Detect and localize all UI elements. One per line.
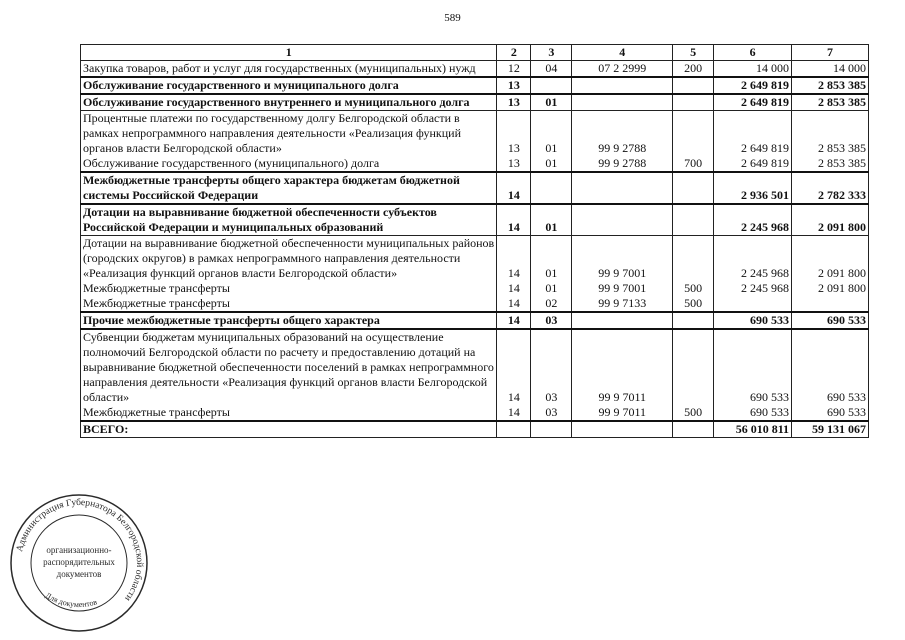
subsection-cell: 03 xyxy=(531,329,572,405)
header-cell: 6 xyxy=(714,45,792,61)
expense-type-cell xyxy=(673,77,714,94)
header-cell: 2 xyxy=(497,45,531,61)
amount-2020-cell: 2 853 385 xyxy=(792,94,869,111)
stamp-inner-line: организационно- xyxy=(46,545,112,555)
expense-type-cell xyxy=(673,172,714,204)
row-name-cell: Процентные платежи по государственному долгу Белгородской области в рамках непрограммного направления деятельности «Реализация функций органов власти Белгородской области» xyxy=(81,111,497,157)
target-article-cell xyxy=(572,312,673,329)
stamp-inner-line: документов xyxy=(56,569,102,579)
subsection-cell: 01 xyxy=(531,204,572,236)
total-2020-cell: 59 131 067 xyxy=(792,421,869,438)
amount-2019-cell xyxy=(714,296,792,312)
page-number: 589 xyxy=(444,12,461,24)
empty-cell xyxy=(497,421,531,438)
section-cell: 13 xyxy=(497,156,531,172)
section-cell: 13 xyxy=(497,77,531,94)
table-row xyxy=(81,281,869,296)
header-cell: 5 xyxy=(673,45,714,61)
target-article-cell: 99 9 7133 xyxy=(572,296,673,312)
row-name-cell: Субвенции бюджетам муниципальных образований на осуществление полномочий Белгородской области по расчету и предоставлению дотаций на выравнивание бюджетной обеспеченности поселений в рамках непрограммного направления деятельности «Реализация функций органов власти Белгородской области» xyxy=(81,329,497,405)
table-row xyxy=(81,156,869,172)
row-name-cell: Межбюджетные трансферты xyxy=(81,405,497,421)
amount-2020-cell: 2 853 385 xyxy=(792,156,869,172)
row-name-cell: Дотации на выравнивание бюджетной обеспеченности субъектов Российской Федерации и муниципальных образований xyxy=(81,204,497,236)
section-cell: 14 xyxy=(497,296,531,312)
table-row xyxy=(81,204,869,236)
amount-2019-cell: 14 000 xyxy=(714,61,792,78)
table-body xyxy=(81,61,869,438)
amount-2020-cell: 2 782 333 xyxy=(792,172,869,204)
target-article-cell xyxy=(572,77,673,94)
expense-type-cell: 200 xyxy=(673,61,714,78)
amount-2019-cell: 2 649 819 xyxy=(714,94,792,111)
amount-2020-cell: 2 091 800 xyxy=(792,281,869,296)
stamp-bottom-text: Для документов xyxy=(43,590,99,610)
section-cell: 13 xyxy=(497,111,531,157)
total-label-cell: ВСЕГО: xyxy=(81,421,497,438)
amount-2020-cell xyxy=(792,296,869,312)
subsection-cell: 01 xyxy=(531,94,572,111)
row-name-cell: Закупка товаров, работ и услуг для государственных (муниципальных) нужд xyxy=(81,61,497,78)
target-article-cell xyxy=(572,204,673,236)
amount-2019-cell: 690 533 xyxy=(714,312,792,329)
empty-cell xyxy=(531,421,572,438)
row-name-cell: Межбюджетные трансферты xyxy=(81,296,497,312)
amount-2019-cell: 2 649 819 xyxy=(714,156,792,172)
section-cell: 12 xyxy=(497,61,531,78)
section-cell: 13 xyxy=(497,94,531,111)
expense-type-cell: 500 xyxy=(673,281,714,296)
stamp-outer-ring xyxy=(11,495,147,631)
row-name-cell: Прочие межбюджетные трансферты общего характера xyxy=(81,312,497,329)
section-cell: 14 xyxy=(497,281,531,296)
section-cell: 14 xyxy=(497,312,531,329)
budget-table xyxy=(80,44,869,438)
table-row xyxy=(81,77,869,94)
row-name-cell: Межбюджетные трансферты xyxy=(81,281,497,296)
section-cell: 14 xyxy=(497,405,531,421)
table-row xyxy=(81,329,869,405)
total-row xyxy=(81,421,869,438)
target-article-cell: 99 9 7011 xyxy=(572,329,673,405)
target-article-cell: 07 2 2999 xyxy=(572,61,673,78)
amount-2019-cell: 2 245 968 xyxy=(714,281,792,296)
expense-type-cell xyxy=(673,236,714,282)
target-article-cell: 99 9 2788 xyxy=(572,156,673,172)
table-row xyxy=(81,405,869,421)
amount-2019-cell: 2 649 819 xyxy=(714,111,792,157)
target-article-cell: 99 9 7001 xyxy=(572,281,673,296)
expense-type-cell xyxy=(673,312,714,329)
section-cell: 14 xyxy=(497,172,531,204)
subsection-cell xyxy=(531,172,572,204)
subsection-cell: 02 xyxy=(531,296,572,312)
section-cell: 14 xyxy=(497,236,531,282)
amount-2019-cell: 690 533 xyxy=(714,329,792,405)
total-2019-cell: 56 010 811 xyxy=(714,421,792,438)
expense-type-cell xyxy=(673,329,714,405)
row-name-cell: Обслуживание государственного (муниципального) долга xyxy=(81,156,497,172)
amount-2020-cell: 690 533 xyxy=(792,312,869,329)
expense-type-cell xyxy=(673,94,714,111)
target-article-cell: 99 9 7011 xyxy=(572,405,673,421)
row-name-cell: Дотации на выравнивание бюджетной обеспеченности муниципальных районов (городских округов) в рамках непрограммного направления деятельности «Реализация функций органов власти Белгородской области» xyxy=(81,236,497,282)
amount-2020-cell: 2 091 800 xyxy=(792,204,869,236)
target-article-cell: 99 9 7001 xyxy=(572,236,673,282)
expense-type-cell: 500 xyxy=(673,296,714,312)
subsection-cell xyxy=(531,77,572,94)
amount-2020-cell: 690 533 xyxy=(792,405,869,421)
empty-cell xyxy=(673,421,714,438)
amount-2019-cell: 2 649 819 xyxy=(714,77,792,94)
amount-2020-cell: 690 533 xyxy=(792,329,869,405)
subsection-cell: 04 xyxy=(531,61,572,78)
amount-2020-cell: 2 853 385 xyxy=(792,111,869,157)
table-row xyxy=(81,61,869,78)
stamp-ring-text: Администрация Губернатора Белгородской области xyxy=(15,497,145,603)
empty-cell xyxy=(572,421,673,438)
header-cell: 1 xyxy=(81,45,497,61)
section-cell: 14 xyxy=(497,329,531,405)
row-name-cell: Обслуживание государственного и муниципального долга xyxy=(81,77,497,94)
target-article-cell xyxy=(572,94,673,111)
header-cell: 4 xyxy=(572,45,673,61)
target-article-cell xyxy=(572,172,673,204)
expense-type-cell: 500 xyxy=(673,405,714,421)
amount-2019-cell: 2 936 501 xyxy=(714,172,792,204)
expense-type-cell xyxy=(673,111,714,157)
table-row xyxy=(81,236,869,282)
amount-2019-cell: 2 245 968 xyxy=(714,204,792,236)
subsection-cell: 01 xyxy=(531,156,572,172)
table-row xyxy=(81,172,869,204)
subsection-cell: 03 xyxy=(531,405,572,421)
amount-2020-cell: 14 000 xyxy=(792,61,869,78)
table-row xyxy=(81,312,869,329)
row-name-cell: Обслуживание государственного внутреннего и муниципального долга xyxy=(81,94,497,111)
expense-type-cell: 700 xyxy=(673,156,714,172)
subsection-cell: 01 xyxy=(531,281,572,296)
section-cell: 14 xyxy=(497,204,531,236)
expense-type-cell xyxy=(673,204,714,236)
target-article-cell: 99 9 2788 xyxy=(572,111,673,157)
table-row xyxy=(81,111,869,157)
stamp-inner-line: распорядительных xyxy=(43,557,115,567)
amount-2019-cell: 2 245 968 xyxy=(714,236,792,282)
subsection-cell: 01 xyxy=(531,236,572,282)
organization-stamp xyxy=(4,493,154,633)
subsection-cell: 01 xyxy=(531,111,572,157)
table-row xyxy=(81,296,869,312)
header-row xyxy=(81,45,869,61)
header-cell: 7 xyxy=(792,45,869,61)
subsection-cell: 03 xyxy=(531,312,572,329)
header-cell: 3 xyxy=(531,45,572,61)
amount-2020-cell: 2 853 385 xyxy=(792,77,869,94)
amount-2019-cell: 690 533 xyxy=(714,405,792,421)
amount-2020-cell: 2 091 800 xyxy=(792,236,869,282)
stamp-inner-ring xyxy=(31,515,127,611)
table-row xyxy=(81,94,869,111)
row-name-cell: Межбюджетные трансферты общего характера бюджетам бюджетной системы Российской Федерации xyxy=(81,172,497,204)
